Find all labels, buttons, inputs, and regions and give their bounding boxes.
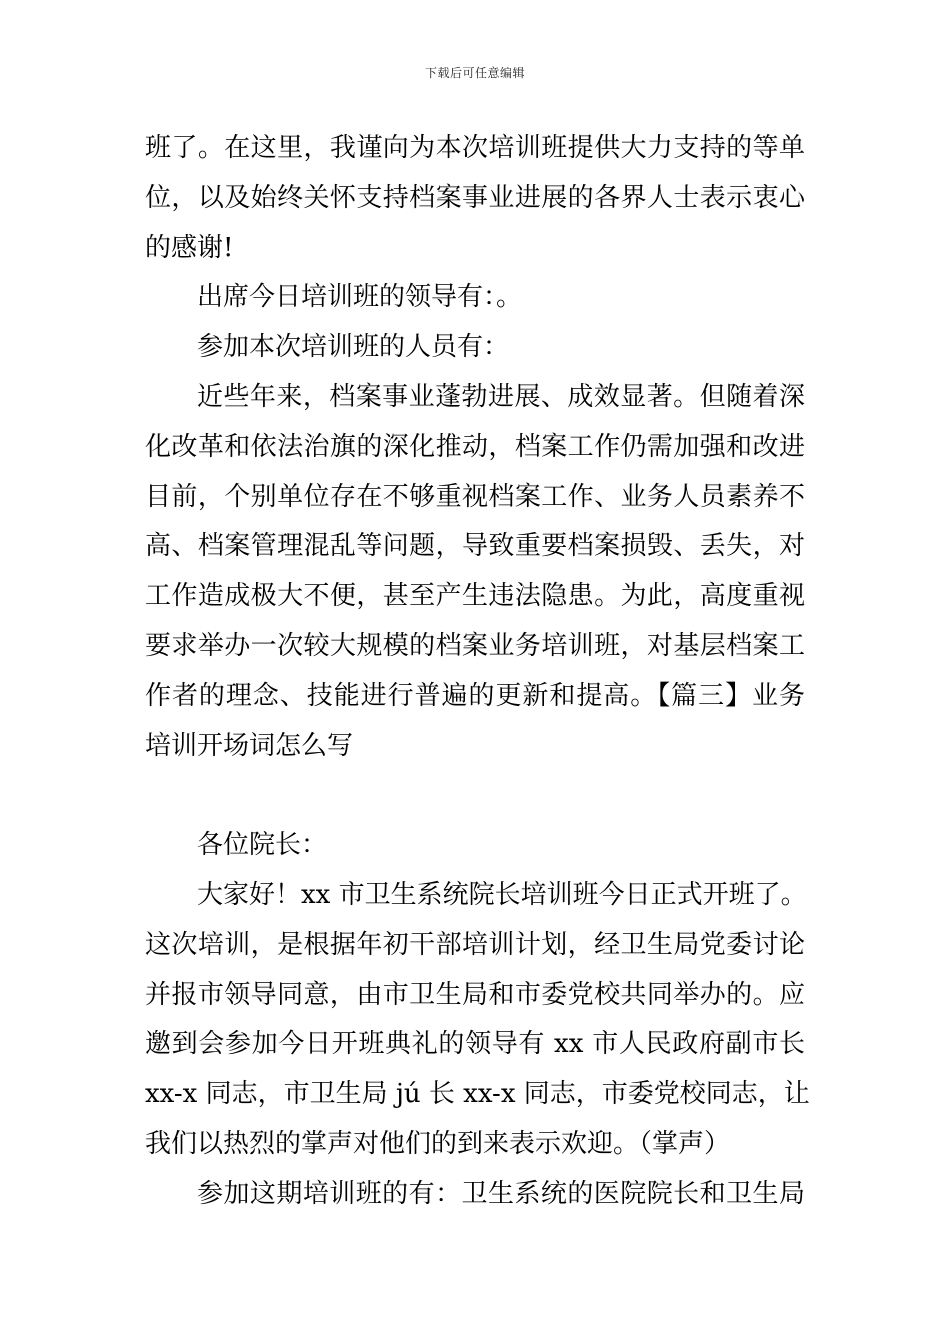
text-line: 要求举办一次较大规模的档案业务培训班，对基层档案工 xyxy=(145,630,805,661)
text-line: 大家好！xx 市卫生系统院长培训班今日正式开班了。 xyxy=(197,879,807,910)
text-line: 高、档案管理混乱等问题，导致重要档案损毁、丢失，对 xyxy=(145,531,805,562)
text-line: 我们以热烈的掌声对他们的到来表示欢迎。（掌声） xyxy=(145,1128,731,1159)
text-line: 各位院长： xyxy=(197,830,328,861)
text-line: 目前，个别单位存在不够重视档案工作、业务人员素养不 xyxy=(145,481,805,512)
text-line: 作者的理念、技能进行普遍的更新和提高。【篇三】业务 xyxy=(145,680,805,711)
text-line: 参加本次培训班的人员有： xyxy=(197,332,510,363)
text-line: 出席今日培训班的领导有：。 xyxy=(197,282,523,313)
text-line: xx-x 同志，市卫生局 jú 长 xx-x 同志，市委党校同志，让 xyxy=(145,1079,810,1110)
text-line: 邀到会参加今日开班典礼的领导有 xx 市人民政府副市长 xyxy=(145,1029,805,1060)
text-line: 的感谢! xyxy=(145,232,234,263)
paragraph-gap xyxy=(145,771,805,821)
page-header: 下载后可任意编辑 xyxy=(424,66,525,80)
text-line: 培训开场词怎么写 xyxy=(145,730,354,761)
text-line: 这次培训，是根据年初干部培训计划，经卫生局党委讨论 xyxy=(145,929,805,960)
text-line: 参加这期培训班的有：卫生系统的医院院长和卫生局 xyxy=(197,1178,805,1209)
text-line: 并报市领导同意，由市卫生局和市委党校共同举办的。应 xyxy=(145,979,805,1010)
text-line: 化改革和依法治旗的深化推动，档案工作仍需加强和改进 xyxy=(145,431,805,462)
text-line: 工作造成极大不便，甚至产生违法隐患。为此，高度重视 xyxy=(145,581,805,612)
text-line: 位，以及始终关怀支持档案事业进展的各界人士表示衷心 xyxy=(145,182,805,213)
document-body xyxy=(145,124,810,1220)
text-line: 近些年来，档案事业蓬勃进展、成效显著。但随着深 xyxy=(197,381,805,412)
text-line: 班了。在这里，我谨向为本次培训班提供大力支持的等单 xyxy=(145,133,805,163)
